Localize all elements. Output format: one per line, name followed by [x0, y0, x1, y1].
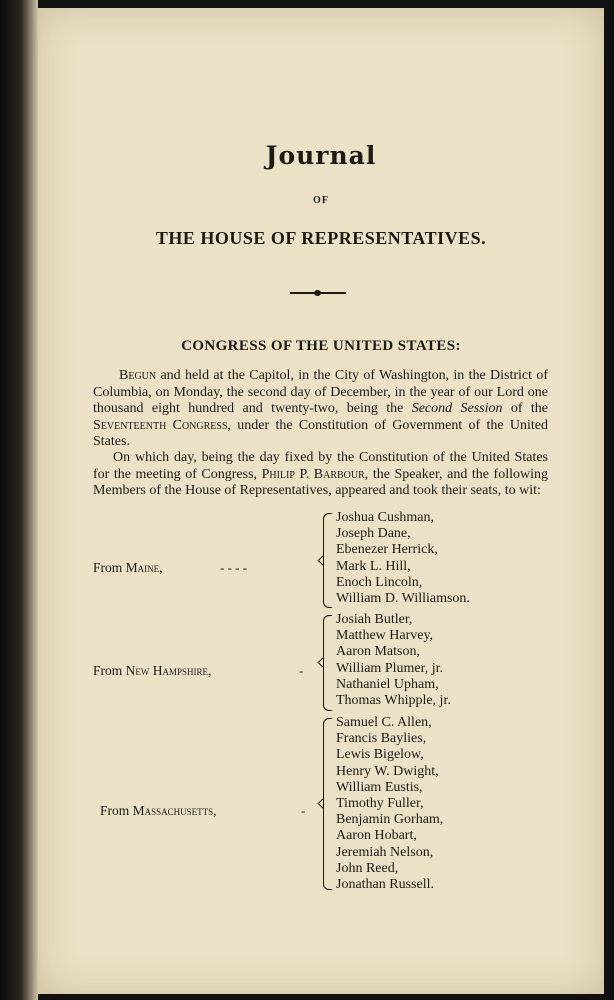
member-name: Aaron Matson, — [336, 644, 420, 660]
journal-title: Journal — [265, 141, 377, 170]
congress-name: Seventeenth Congress — [93, 417, 228, 433]
member-name: Jonathan Russell. — [336, 877, 434, 893]
member-name: Enoch Lincoln, — [336, 574, 423, 590]
member-name: William Eustis, — [336, 779, 423, 795]
leader-dashes: - — [299, 663, 304, 678]
member-name: Josiah Butler, — [336, 612, 413, 627]
state-label-massachusetts — [100, 803, 217, 819]
state-label-maine — [93, 560, 163, 576]
session-name: Second Session — [411, 401, 503, 416]
member-list-maine — [336, 510, 470, 607]
member-name: Samuel C. Allen, — [336, 715, 432, 730]
member-name: Lewis Bigelow, — [336, 747, 424, 763]
leader-dashes: - — [301, 803, 306, 818]
paragraph-lead: Begun — [119, 368, 157, 383]
state-label-new-hampshire — [93, 663, 211, 679]
member-name: Joshua Cushman, — [336, 510, 434, 525]
state-name: Massachusetts, — [132, 803, 217, 818]
member-name: Benjamin Gorham, — [336, 812, 444, 828]
member-name: Joseph Dane, — [336, 526, 411, 542]
member-name: Henry W. Dwight, — [336, 763, 439, 779]
member-list-new-hampshire — [336, 612, 451, 709]
speaker-name: Philip P. Barbour — [261, 466, 365, 482]
member-name: Francis Baylies, — [336, 731, 427, 747]
member-name: Thomas Whipple, jr. — [336, 693, 451, 709]
journal-page — [38, 8, 604, 994]
congress-heading: CONGRESS OF THE UNITED STATES: — [181, 338, 461, 354]
member-name: Aaron Hobart, — [336, 828, 417, 844]
from-word: From — [93, 560, 126, 575]
member-name: Jeremiah Nelson, — [336, 844, 434, 860]
ornamental-rule — [290, 292, 346, 294]
member-name: John Reed, — [336, 860, 399, 876]
opening-paragraph — [93, 368, 548, 451]
from-word: From — [100, 803, 133, 818]
journal-subtitle: THE HOUSE OF REPRESENTATIVES. — [155, 228, 487, 248]
member-name: Nathaniel Upham, — [336, 676, 439, 692]
paragraph1-text-b: of the — [502, 401, 549, 416]
member-list-massachusetts — [336, 715, 443, 893]
paragraph2-text-a: On which day, being the day fixed by the Constitution of the United States for the meeting of Congress, — [93, 450, 548, 482]
state-name: Maine, — [125, 560, 163, 575]
journal-of: OF — [313, 195, 329, 206]
members-paragraph — [93, 450, 548, 500]
member-name: William Plumer, jr. — [336, 660, 443, 676]
state-name: New Hampshire, — [125, 663, 212, 678]
member-name: William D. Williamson. — [336, 591, 470, 607]
paragraph2-text-b: , the Speaker, and the following Members of the House of Representatives, appeared and took their seats, to wit: — [93, 466, 548, 498]
member-name: Mark L. Hill, — [336, 558, 411, 574]
member-name: Ebenezer Herrick, — [336, 542, 438, 558]
from-word: From — [93, 663, 126, 678]
paragraph1-text-c: , under the Constitution of Government of the United States. — [93, 417, 548, 449]
member-name: Matthew Harvey, — [336, 628, 434, 644]
leader-dashes: - - - - — [220, 560, 248, 575]
member-name: Timothy Fuller, — [336, 796, 424, 812]
book-spine — [0, 0, 38, 1000]
paragraph1-text-a: and held at the Capitol, in the City of Washington, in the District of Columbia, on Monday, the second day of December, in the year of our Lord one thousand eight hundred and twenty-two, being the — [93, 368, 548, 416]
